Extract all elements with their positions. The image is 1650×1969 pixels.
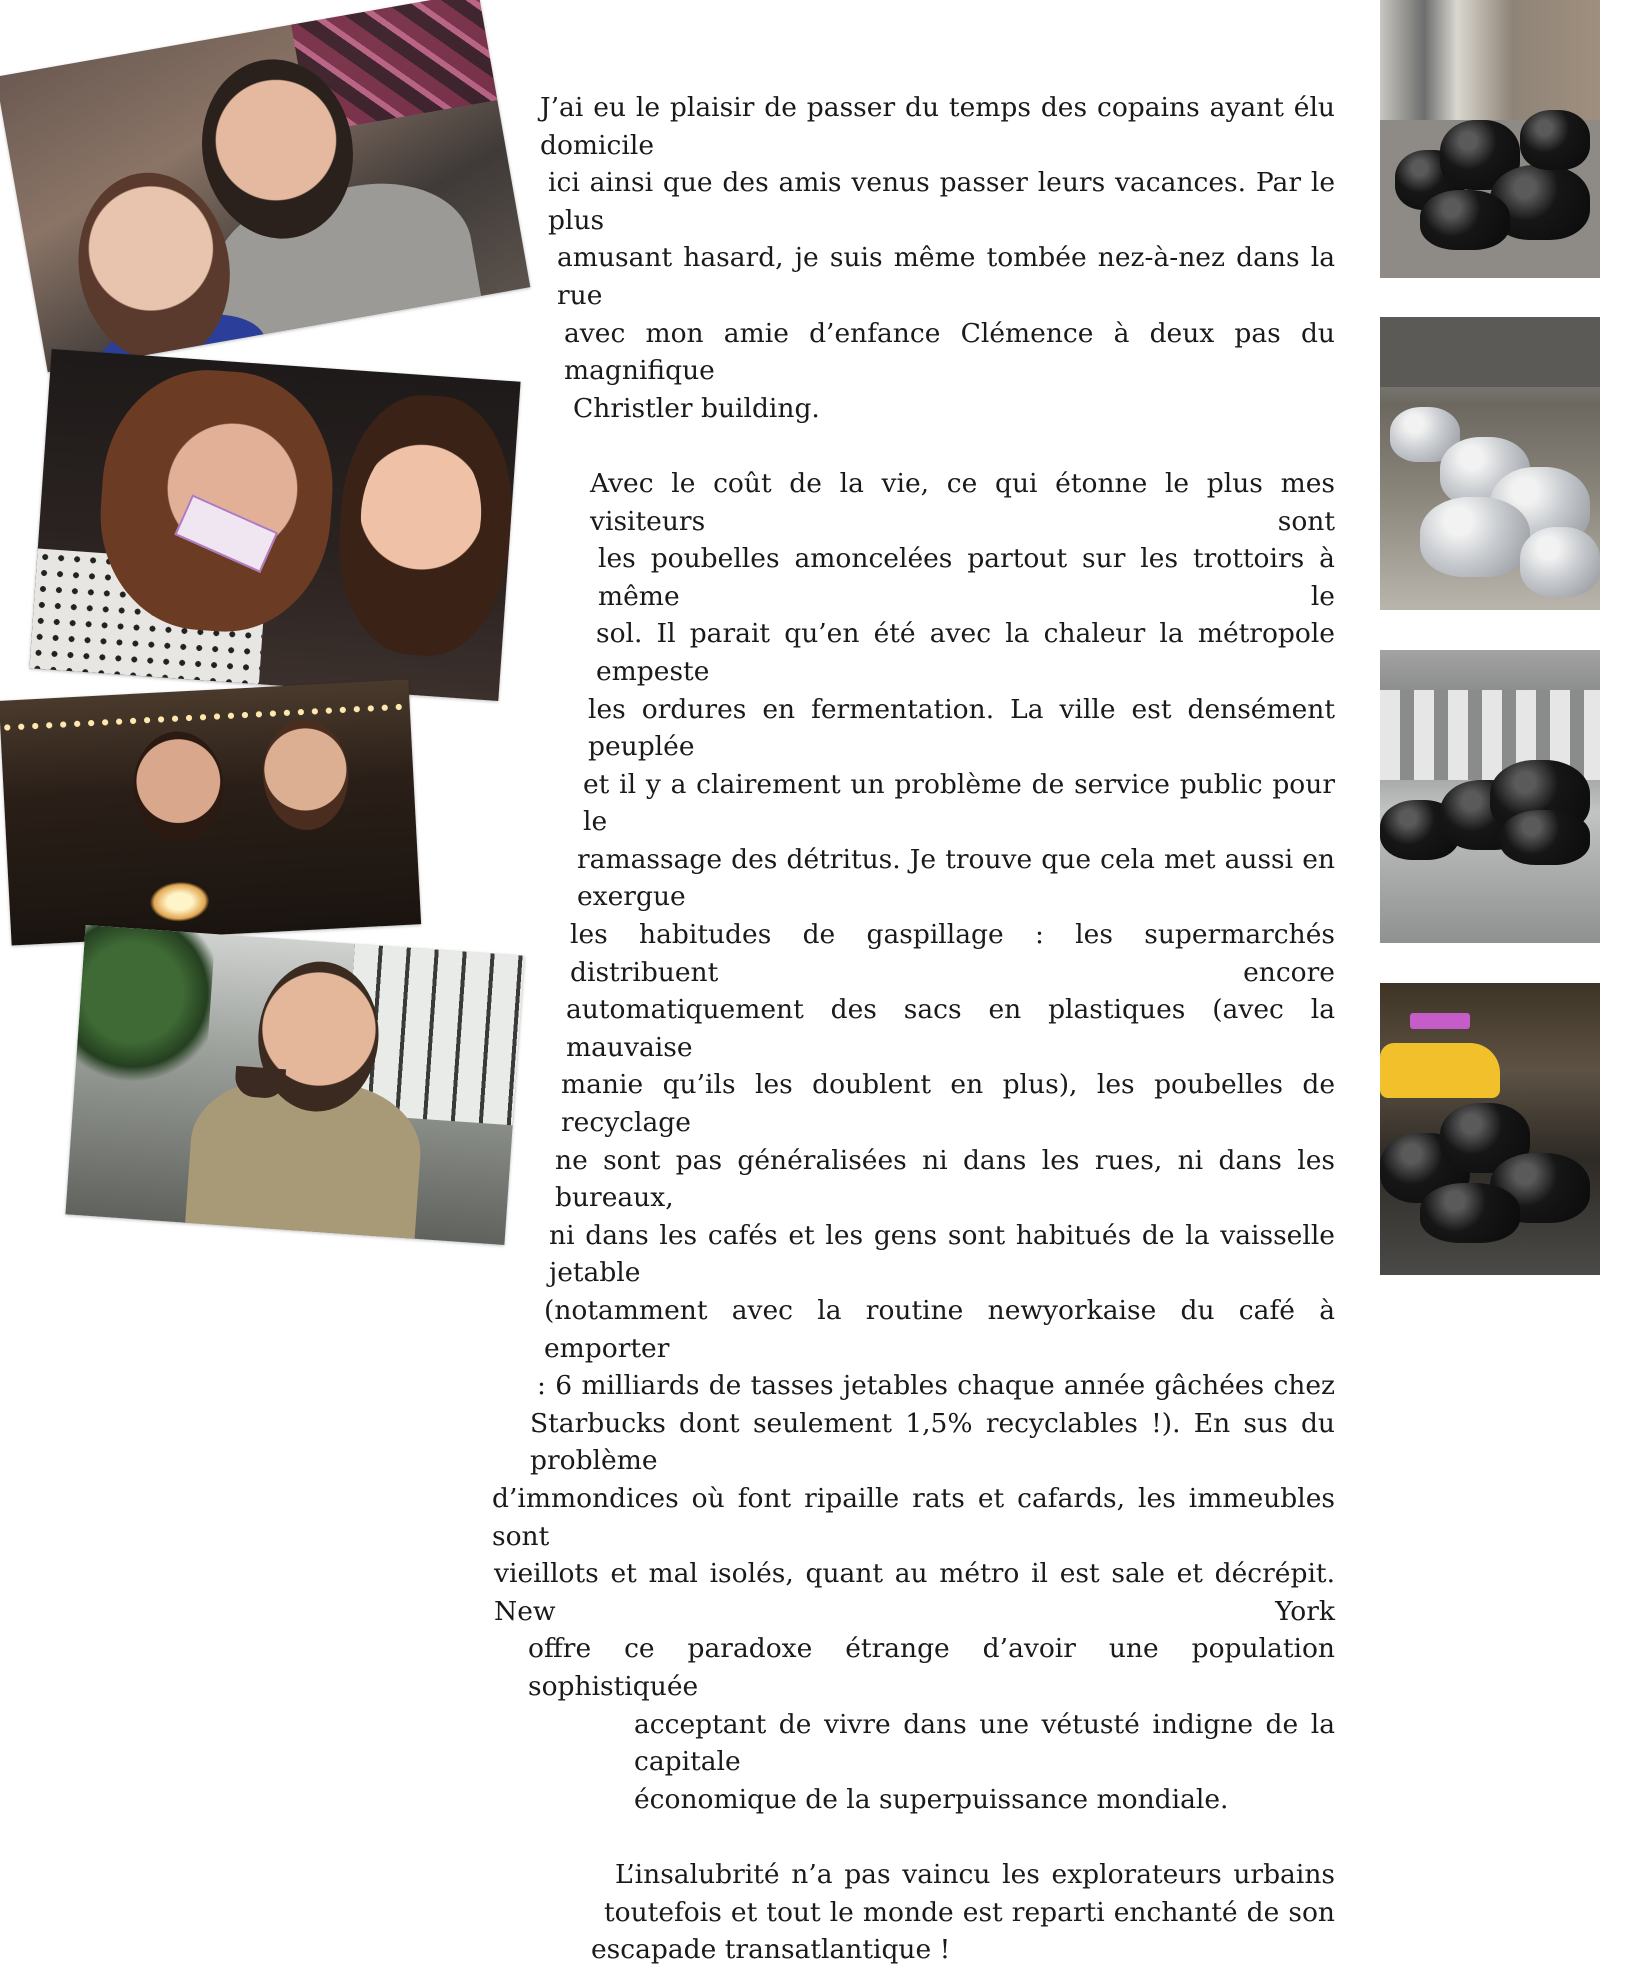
text-line: acceptant de vivre dans une vétusté indigne de la capitale	[634, 1708, 1335, 1778]
text-line: Avec le coût de la vie, ce qui étonne le plus mes visiteurs sont	[590, 467, 1335, 537]
text-line: d’immondices où font ripaille rats et cafards, les immeubles sont	[492, 1482, 1335, 1552]
paragraph-friends	[470, 89, 1335, 427]
text-line: ici ainsi que des amis venus passer leurs vacances. Par le plus	[548, 167, 1335, 236]
text-line: les poubelles amoncelées partout sur les trottoirs à même le	[598, 543, 1335, 612]
text-line: les ordures en fermentation. La ville est densément peuplée	[588, 693, 1335, 763]
trash-bags-taxi-night-photo	[1380, 983, 1600, 1275]
paragraph-trash	[470, 465, 1335, 1818]
text-line: vieillots et mal isolés, quant au métro il est sale et décrépit. New York	[494, 1558, 1335, 1627]
friends-ticket-photo	[29, 349, 520, 701]
text-line: sol. Il parait qu’en été avec la chaleur la métropole empeste	[596, 618, 1335, 687]
text-line: amusant hasard, je suis même tombée nez-à-nez dans la rue	[557, 242, 1335, 311]
text-line: toutefois et tout le monde est reparti enchanté de son	[604, 1896, 1335, 1928]
text-line: ramassage des détritus. Je trouve que cela met aussi en exergue	[577, 843, 1335, 913]
text-line: L’insalubrité n’a pas vaincu les explorateurs urbains	[615, 1858, 1335, 1890]
text-line: et il y a clairement un problème de service public pour le	[583, 768, 1335, 838]
text-line: automatiquement des sacs en plastiques (avec la mauvaise	[566, 994, 1335, 1063]
text-line: J’ai eu le plaisir de passer du temps des copains ayant élu domicile	[540, 92, 1335, 161]
article-body	[470, 89, 1335, 1969]
text-line: manie qu’ils les doublent en plus), les poubelles de recyclage	[561, 1069, 1335, 1139]
bar-cocktails-photo	[0, 679, 421, 945]
text-line: économique de la superpuissance mondiale.	[634, 1783, 1229, 1815]
paragraph-conclusion	[470, 1856, 1335, 1969]
text-line: les habitudes de gaspillage : les supermarchés distribuent encore	[570, 919, 1335, 988]
trash-bags-crosswalk-photo	[1380, 650, 1600, 943]
text-line: avec mon amie d’enfance Clémence à deux pas du magnifique	[564, 317, 1335, 387]
text-line: (notamment avec la routine newyorkaise du café à emporter	[544, 1295, 1335, 1364]
text-line: ne sont pas généralisées ni dans les rues, ni dans les bureaux,	[555, 1144, 1335, 1214]
text-line: Christler building.	[573, 392, 820, 424]
text-line: Starbucks dont seulement 1,5% recyclables !). En sus du problème	[530, 1407, 1335, 1477]
selfie-couple-photo	[0, 0, 530, 372]
clear-trash-bags-sidewalk-photo	[1380, 317, 1600, 610]
text-line: offre ce paradoxe étrange d’avoir une population sophistiquée	[528, 1633, 1335, 1702]
black-trash-bags-sidewalk-photo	[1380, 0, 1600, 278]
text-line: escapade transatlantique !	[591, 1934, 951, 1966]
text-line: : 6 milliards de tasses jetables chaque année gâchées chez	[537, 1370, 1335, 1402]
cafe-coffee-photo	[65, 925, 524, 1245]
text-line: ni dans les cafés et les gens sont habitués de la vaisselle jetable	[549, 1219, 1335, 1289]
